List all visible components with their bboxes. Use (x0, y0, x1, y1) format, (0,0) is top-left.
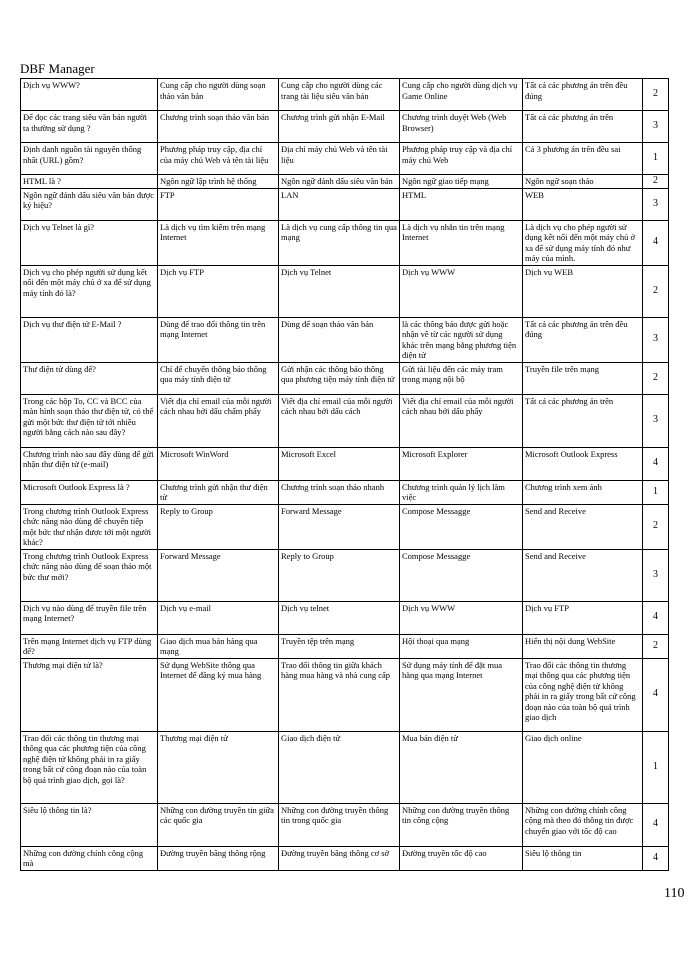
answer-cell: 2 (643, 175, 669, 189)
option-b-cell: Cung cấp cho người dùng các trang tài liệu siêu văn bản (279, 79, 400, 111)
option-a-cell: Đường truyền băng thông rộng (158, 846, 279, 870)
question-cell: Trên mạng Internet dịch vụ FTP dùng để? (21, 634, 158, 658)
option-b-cell: Dịch vụ telnet (279, 601, 400, 634)
option-c-cell: Compose Messagge (400, 504, 523, 549)
option-d-cell: Cả 3 phương án trên đều sai (523, 143, 643, 175)
option-b-cell: Dùng để soạn thảo văn bản (279, 317, 400, 362)
document-title: DBF Manager (20, 61, 95, 76)
option-a-cell: Những con đường truyền tin giữa các quốc gia (158, 803, 279, 846)
option-c-cell: Phương pháp truy cập và địa chỉ máy chủ Web (400, 143, 523, 175)
question-cell: Ngôn ngữ đánh dấu siêu văn bản được ký hiệu? (21, 188, 158, 220)
table-row (21, 394, 669, 447)
table-row (21, 846, 669, 870)
answer-cell: 2 (643, 265, 669, 317)
answer-cell: 3 (643, 394, 669, 447)
question-cell: Để đọc các trang siêu văn bản người ta thường sử dụng ? (21, 111, 158, 143)
option-b-cell: Forward Message (279, 504, 400, 549)
option-d-cell: Giao dịch online (523, 731, 643, 803)
option-c-cell: Gửi tài liệu đến các máy tram trong mạng nội bộ (400, 362, 523, 394)
answer-cell: 2 (643, 504, 669, 549)
table-row (21, 549, 669, 601)
option-c-cell: Cung cấp cho người dùng dịch vụ Game Online (400, 79, 523, 111)
option-d-cell: Send and Receive (523, 504, 643, 549)
table-row (21, 265, 669, 317)
option-a-cell: Ngôn ngữ lập trình hệ thống (158, 175, 279, 189)
option-b-cell: Địa chỉ máy chủ Web và tên tài liệu (279, 143, 400, 175)
option-d-cell: Tất cả các phương án trên (523, 394, 643, 447)
option-d-cell: Là dịch vụ cho phép người sử dụng kết nối đến một máy chủ ở xa để sử dụng máy tính đó như máy của mình. (523, 220, 643, 265)
question-cell: Dịch vụ nào dùng để truyền file trên mạng Internet? (21, 601, 158, 634)
table-row (21, 803, 669, 846)
answer-cell: 3 (643, 317, 669, 362)
question-cell: Trong chương trình Outlook Express chức năng nào dùng để soạn thảo một bức thư mới? (21, 549, 158, 601)
option-b-cell: Chương trình soạn thảo nhanh (279, 480, 400, 504)
option-a-cell: Giao dịch mua bán hàng qua mạng (158, 634, 279, 658)
option-b-cell: Trao đổi thông tin giữa khách hàng mua hàng và nhà cung cấp (279, 658, 400, 731)
option-c-cell: Chương trình quản lý lịch làm việc (400, 480, 523, 504)
option-a-cell: Dùng để trao đổi thông tin trên mạng Internet (158, 317, 279, 362)
answer-cell: 1 (643, 143, 669, 175)
option-d-cell: Send and Receive (523, 549, 643, 601)
table-row (21, 111, 669, 143)
option-d-cell: Tất cả các phương án trên (523, 111, 643, 143)
option-c-cell: Compose Messagge (400, 549, 523, 601)
option-c-cell: Microsoft Explorer (400, 447, 523, 480)
option-b-cell: LAN (279, 188, 400, 220)
option-c-cell: Dịch vụ WWW (400, 265, 523, 317)
option-a-cell: Reply to Group (158, 504, 279, 549)
question-cell: Dịch vụ thư điện tử E-Mail ? (21, 317, 158, 362)
answer-cell: 4 (643, 658, 669, 731)
option-a-cell: FTP (158, 188, 279, 220)
table-row (21, 175, 669, 189)
option-d-cell: Dịch vụ FTP (523, 601, 643, 634)
option-b-cell: Gửi nhận các thông báo thông qua phương tiện máy tính điện tử (279, 362, 400, 394)
question-cell: Microsoft Outlook Express là ? (21, 480, 158, 504)
answer-cell: 4 (643, 803, 669, 846)
option-c-cell: Mua bán điện tử (400, 731, 523, 803)
table-row (21, 504, 669, 549)
option-a-cell: Dịch vụ FTP (158, 265, 279, 317)
option-d-cell: Trao đổi các thông tin thương mại thông qua các phương tiện của công nghệ điện tử không phải in ra giấy trong bất cứ công đoạn nào của toàn bộ quá trình giao dịch (523, 658, 643, 731)
question-cell: Trong các hộp To, CC và BCC của màn hình soạn thảo thư điện tử, có thể gửi một bức thư điện tử tới nhiều người bằng cách nào sau đây? (21, 394, 158, 447)
table-row (21, 220, 669, 265)
option-c-cell: Đường truyền tốc độ cao (400, 846, 523, 870)
option-c-cell: Sử dụng máy tính để đặt mua hàng qua mạng Internet (400, 658, 523, 731)
answer-cell: 2 (643, 362, 669, 394)
option-b-cell: Chương trình gửi nhận E-Mail (279, 111, 400, 143)
option-b-cell: Những con đường truyền thông tin trong quốc gia (279, 803, 400, 846)
option-b-cell: Truyền tệp trên mạng (279, 634, 400, 658)
question-cell: Chương trình nào sau đây dùng để gửi nhận thư điện tử (e-mail) (21, 447, 158, 480)
question-cell: Trao đổi các thông tin thương mại thông qua các phương tiện của công nghệ điện tử không phải in ra giấy trong bất cứ công đoạn nào của toàn bộ quá trình giao dịch, gọi là? (21, 731, 158, 803)
table-row (21, 188, 669, 220)
table-row (21, 480, 669, 504)
table-row (21, 79, 669, 111)
option-d-cell: Microsoft Outlook Express (523, 447, 643, 480)
option-d-cell: Siêu lộ thông tin (523, 846, 643, 870)
option-b-cell: Viết địa chỉ email của mỗi người cách nhau bởi dấu cách (279, 394, 400, 447)
option-c-cell: Ngôn ngữ giao tiếp mạng (400, 175, 523, 189)
table-row (21, 317, 669, 362)
option-a-cell: Là dịch vụ tìm kiếm trên mạng Internet (158, 220, 279, 265)
answer-cell: 1 (643, 731, 669, 803)
option-a-cell: Viết địa chỉ email của mỗi người cách nhau bởi dấu chấm phẩy (158, 394, 279, 447)
option-b-cell: Dịch vụ Telnet (279, 265, 400, 317)
answer-cell: 4 (643, 601, 669, 634)
option-d-cell: Dịch vụ WEB (523, 265, 643, 317)
question-cell: Thương mại điện tử là? (21, 658, 158, 731)
question-cell: Siêu lộ thông tin là? (21, 803, 158, 846)
answer-cell: 2 (643, 79, 669, 111)
option-c-cell: Hội thoại qua mạng (400, 634, 523, 658)
option-a-cell: Sử dụng WebSite thông qua Internet để đăng ký mua hàng (158, 658, 279, 731)
table-row (21, 634, 669, 658)
answer-cell: 3 (643, 111, 669, 143)
option-c-cell: Những con đường truyền thông tin công cộng (400, 803, 523, 846)
option-d-cell: Tất cả các phương án trên đều đúng (523, 317, 643, 362)
question-cell: Định danh nguồn tài nguyên thống nhất (URL) gồm? (21, 143, 158, 175)
option-b-cell: Giao dịch điện tử (279, 731, 400, 803)
question-cell: Thư điện tử dùng để? (21, 362, 158, 394)
table-row (21, 143, 669, 175)
option-d-cell: WEB (523, 188, 643, 220)
option-c-cell: Dịch vụ WWW (400, 601, 523, 634)
option-c-cell: Chương trình duyệt Web (Web Browser) (400, 111, 523, 143)
question-cell: Dịch vụ cho phép người sử dụng kết nối đến một máy chủ ở xa để sử dụng máy tính đó là? (21, 265, 158, 317)
option-a-cell: Cung cấp cho người dùng soạn thảo văn bản (158, 79, 279, 111)
option-a-cell: Forward Message (158, 549, 279, 601)
table-row (21, 362, 669, 394)
option-a-cell: Chương trình soạn thảo văn bản (158, 111, 279, 143)
answer-cell: 3 (643, 549, 669, 601)
answer-cell: 3 (643, 188, 669, 220)
option-d-cell: Hiển thị nội dung WebSite (523, 634, 643, 658)
option-b-cell: Microsoft Excel (279, 447, 400, 480)
option-a-cell: Thương mại điện tử (158, 731, 279, 803)
option-a-cell: Dịch vụ e-mail (158, 601, 279, 634)
option-a-cell: Phương pháp truy cập, địa chỉ của máy chủ Web và tên tài liệu (158, 143, 279, 175)
option-c-cell: Là dịch vụ nhắn tin trên mạng Internet (400, 220, 523, 265)
option-d-cell: Những con đường chính công cộng mà theo đó thông tin được chuyển giao với tốc độ cao (523, 803, 643, 846)
question-cell: Dịch vụ Telnet là gì? (21, 220, 158, 265)
option-b-cell: Ngôn ngữ đánh dấu siêu văn bản (279, 175, 400, 189)
table-row (21, 731, 669, 803)
table-row (21, 658, 669, 731)
answer-cell: 4 (643, 846, 669, 870)
option-a-cell: Chương trình gửi nhận thư điện tử (158, 480, 279, 504)
question-cell: HTML là ? (21, 175, 158, 189)
page-number: 110 (664, 886, 685, 901)
table-row (21, 447, 669, 480)
answer-cell: 1 (643, 480, 669, 504)
option-d-cell: Truyền file trên mạng (523, 362, 643, 394)
answer-cell: 2 (643, 634, 669, 658)
question-cell: Những con đường chính công cộng mà (21, 846, 158, 870)
option-b-cell: Là dịch vụ cung cấp thông tin qua mạng (279, 220, 400, 265)
question-table (20, 78, 669, 871)
option-c-cell: là các thông báo được gửi hoặc nhận về từ các người sử dụng khác trên mạng bằng phương tiện điện tử (400, 317, 523, 362)
answer-cell: 4 (643, 447, 669, 480)
option-d-cell: Ngôn ngữ soạn thảo (523, 175, 643, 189)
option-a-cell: Chỉ để chuyển thông báo thông qua máy tính điện tử (158, 362, 279, 394)
option-b-cell: Đường truyền băng thông cơ sở (279, 846, 400, 870)
option-d-cell: Chương trình xem ảnh (523, 480, 643, 504)
answer-cell: 4 (643, 220, 669, 265)
option-c-cell: Viết địa chỉ email của mỗi người cách nhau bởi dấu phẩy (400, 394, 523, 447)
option-b-cell: Reply to Group (279, 549, 400, 601)
table-row (21, 601, 669, 634)
question-cell: Dịch vụ WWW? (21, 79, 158, 111)
option-c-cell: HTML (400, 188, 523, 220)
question-cell: Trong chương trình Outlook Express chức năng nào dùng để chuyển tiếp một bức thư nhận được tới một người khác? (21, 504, 158, 549)
option-d-cell: Tất cả các phương án trên đều đúng (523, 79, 643, 111)
option-a-cell: Microsoft WinWord (158, 447, 279, 480)
